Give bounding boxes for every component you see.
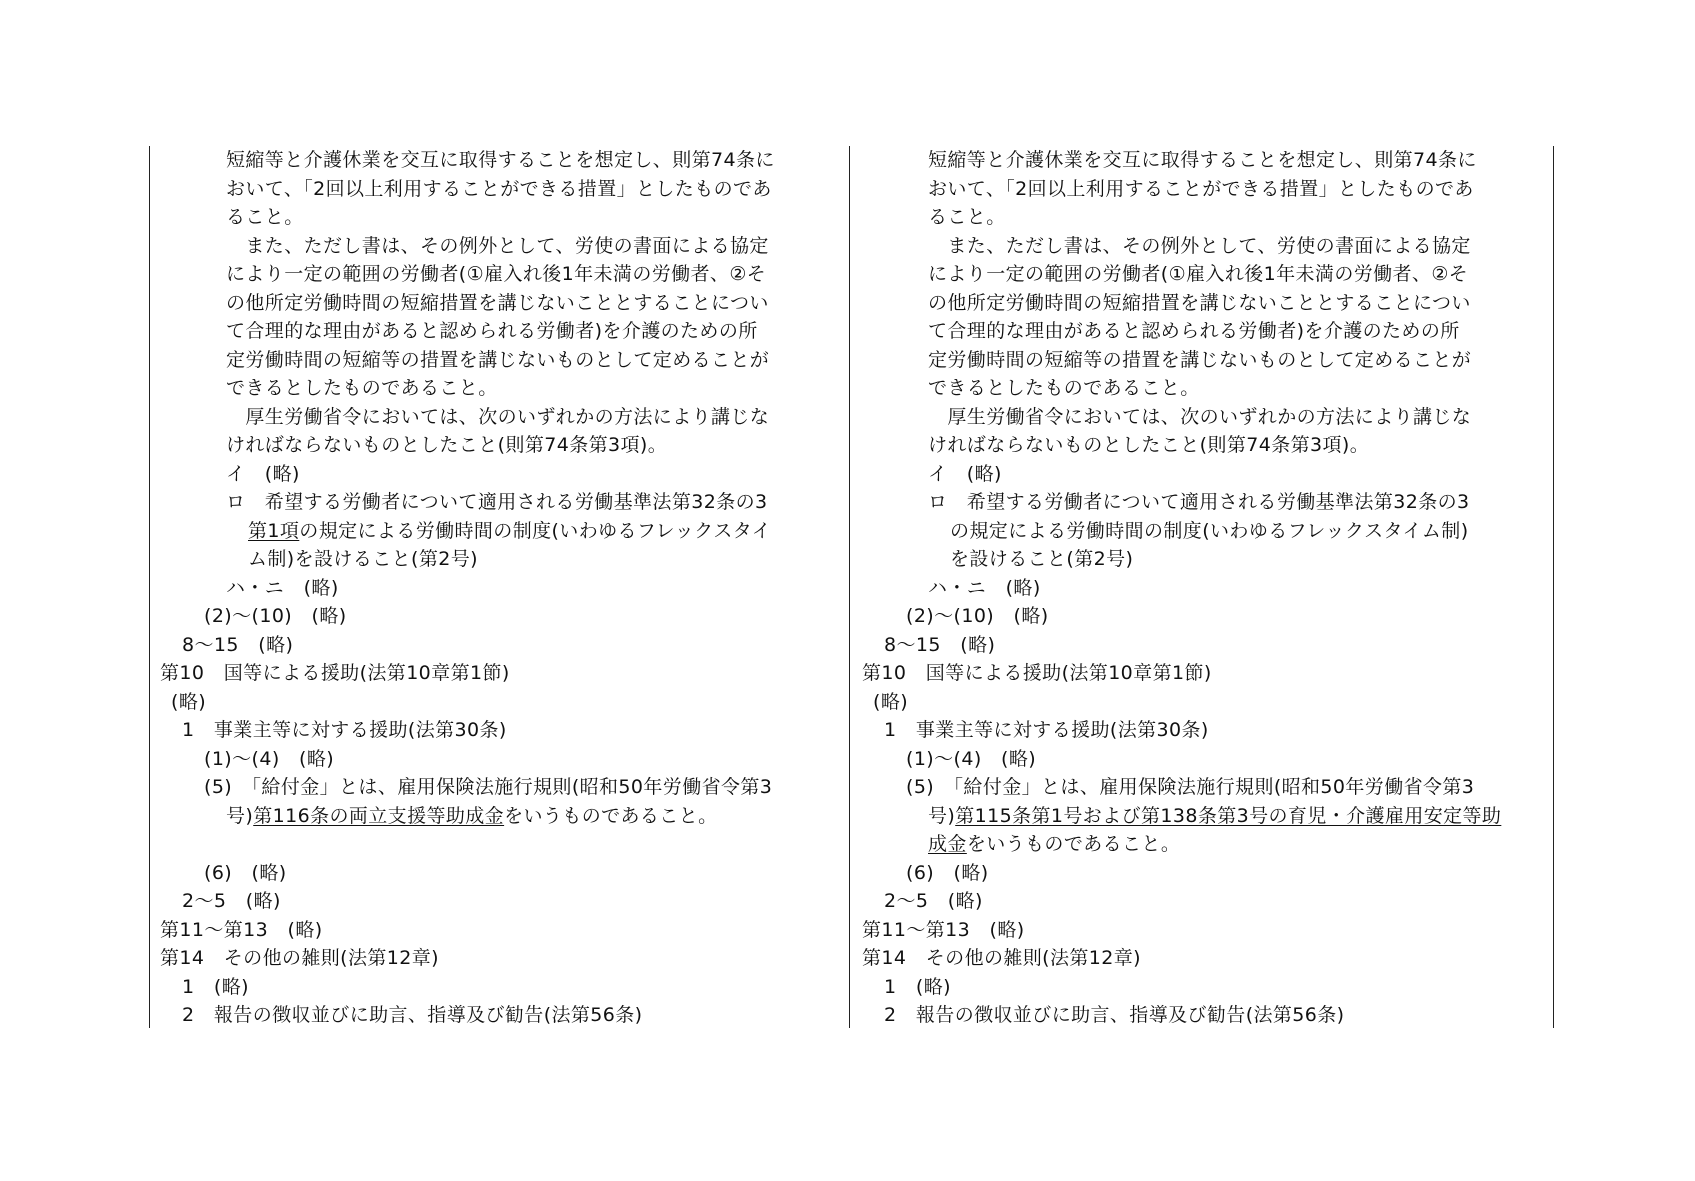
left-column-line	[226, 802, 718, 830]
right-column-line: により一定の範囲の労働者(①雇入れ後1年未満の労働者、②そ	[928, 263, 1469, 285]
left-column-line: 短縮等と介護休業を交互に取得することを想定し、則第74条に	[226, 149, 775, 171]
left-column-line: 2 報告の徴収並びに助言、指導及び勧告(法第56条)	[182, 1004, 643, 1026]
right-column-line: 2～5 (略)	[884, 890, 983, 912]
left-border-line	[149, 146, 150, 1028]
right-column-line: また、ただし書は、その例外として、労使の書面による協定	[928, 234, 1471, 257]
left-column-line: (略)	[171, 690, 207, 713]
right-column-line: 1 (略)	[884, 975, 951, 998]
right-column-line: 8～15 (略)	[884, 633, 996, 656]
right-column-line: (1)～(4) (略)	[906, 747, 1037, 770]
line-text: の規定による労働時間の制度(いわゆるフレックスタイ	[299, 519, 772, 542]
right-column-line	[928, 830, 1180, 858]
left-column-line: ること。	[226, 206, 304, 228]
left-column-line: 1 (略)	[182, 975, 249, 998]
right-column-line: おいて、「2回以上利用することができる措置」としたものであ	[928, 177, 1474, 200]
right-column-line: 1 事業主等に対する援助(法第30条)	[884, 719, 1209, 741]
right-column-line: を設けること(第2号)	[950, 548, 1134, 570]
left-column-line: 2～5 (略)	[182, 890, 281, 912]
right-column-line: ること。	[928, 206, 1006, 228]
underlined-revision: 第116条の両立支援等助成金	[253, 804, 505, 827]
right-column-line: 厚生労働省令においては、次のいずれかの方法により講じな	[928, 405, 1472, 428]
left-column-line	[248, 517, 771, 545]
right-column-line: ロ 希望する労働者について適用される労働基準法第32条の3	[928, 491, 1470, 513]
left-column-line: ロ 希望する労働者について適用される労働基準法第32条の3	[226, 491, 768, 513]
underlined-revision: 成金	[928, 833, 967, 855]
left-column-line: 定労働時間の短縮等の措置を講じないものとして定めることが	[226, 348, 770, 371]
right-column-line: 2 報告の徴収並びに助言、指導及び勧告(法第56条)	[884, 1004, 1345, 1026]
right-column-line: 短縮等と介護休業を交互に取得することを想定し、則第74条に	[928, 149, 1477, 171]
line-text: 号)	[928, 804, 956, 827]
left-column-line: ム制)を設けること(第2号)	[248, 548, 478, 570]
left-column-line: 第14 その他の雑則(法第12章)	[160, 947, 439, 969]
right-column-line: (略)	[873, 690, 909, 713]
left-column-line: イ (略)	[226, 462, 300, 485]
left-column-line: また、ただし書は、その例外として、労使の書面による協定	[226, 234, 769, 257]
left-column-line: により一定の範囲の労働者(①雇入れ後1年未満の労働者、②そ	[226, 263, 767, 285]
left-column-line: 第11～第13 (略)	[160, 918, 323, 941]
right-column-line: 第10 国等による援助(法第10章第1節)	[862, 662, 1212, 684]
underlined-revision: 第115条第1号および第138条第3号の育児・介護雇用安定等助	[955, 804, 1502, 827]
right-column-line: 第11～第13 (略)	[862, 918, 1025, 941]
left-column-line: (5) 「給付金」とは、雇用保険法施行規則(昭和50年労働省令第3	[204, 776, 773, 798]
left-column-line: の他所定労働時間の短縮措置を講じないこととすることについ	[226, 291, 769, 314]
line-text: をいうものであること。	[966, 833, 1181, 855]
left-column-line: (2)～(10) (略)	[204, 605, 347, 627]
right-column-line: て合理的な理由があると認められる労働者)を介護のための所	[928, 320, 1460, 342]
right-column-line: ハ・ニ (略)	[928, 576, 1041, 599]
left-column-line: ければならないものとしたこと(則第74条第3項)。	[226, 434, 668, 456]
right-column-line: できるとしたものであること。	[928, 377, 1200, 399]
right-column-line: (6) (略)	[906, 861, 989, 884]
left-column-line: ハ・ニ (略)	[226, 576, 339, 599]
right-column-line: イ (略)	[928, 462, 1002, 485]
right-column-line: ければならないものとしたこと(則第74条第3項)。	[928, 434, 1370, 456]
left-column-line: できるとしたものであること。	[226, 377, 498, 399]
left-column-line: て合理的な理由があると認められる労働者)を介護のための所	[226, 320, 758, 342]
right-column-line: の他所定労働時間の短縮措置を講じないこととすることについ	[928, 291, 1471, 314]
left-column-line: 厚生労働省令においては、次のいずれかの方法により講じな	[226, 405, 770, 428]
right-column-line: 定労働時間の短縮等の措置を講じないものとして定めることが	[928, 348, 1472, 371]
underlined-revision: 第1項	[248, 519, 300, 542]
left-column-line: (6) (略)	[204, 861, 287, 884]
right-column-line: 第14 その他の雑則(法第12章)	[862, 947, 1141, 969]
right-border-line	[1553, 146, 1554, 1028]
center-divider-line	[849, 146, 850, 1028]
line-text: 号)	[226, 804, 254, 827]
right-column-line: (5) 「給付金」とは、雇用保険法施行規則(昭和50年労働省令第3	[906, 776, 1475, 798]
line-text: をいうものであること。	[504, 804, 718, 827]
right-column-line: の規定による労働時間の制度(いわゆるフレックスタイム制)	[950, 519, 1469, 542]
left-column-line: 1 事業主等に対する援助(法第30条)	[182, 719, 507, 741]
right-column-line: (2)～(10) (略)	[906, 605, 1049, 627]
left-column-line: 8～15 (略)	[182, 633, 294, 656]
left-column-line: 第10 国等による援助(法第10章第1節)	[160, 662, 510, 684]
left-column-line: (1)～(4) (略)	[204, 747, 335, 770]
right-column-line	[928, 802, 1501, 830]
left-column-line: おいて、「2回以上利用することができる措置」としたものであ	[226, 177, 772, 200]
